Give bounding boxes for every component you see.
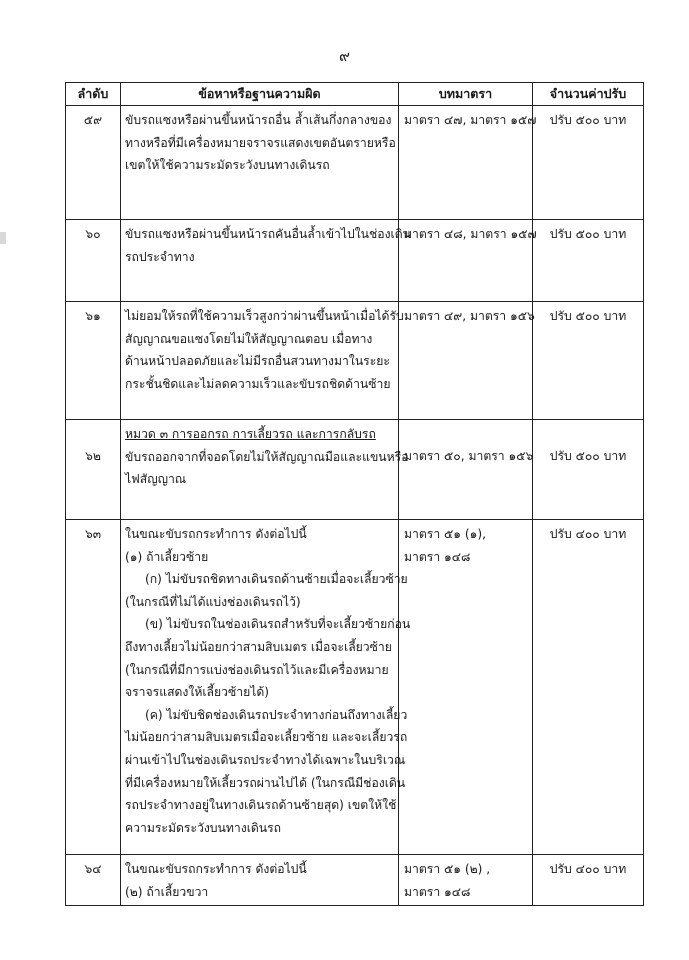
section-line: มาตรา ๕๐, มาตรา ๑๕๖	[404, 449, 534, 463]
offense-line: จราจรแสดงให้เลี้ยวซ้ายได้)	[125, 685, 270, 700]
table-row	[66, 420, 644, 520]
row-number	[66, 420, 121, 520]
offense-line: (ค) ไม่ขับชิดช่องเดินรถประจำทางก่อนถึงทางเลี้ยว	[145, 707, 408, 722]
offense-cell	[121, 220, 411, 302]
offense-line: ที่มีเครื่องหมายให้เลี้ยวรถผ่านไปได้ (ในกรณีมีช่องเดิน	[125, 775, 406, 790]
offense-line: ขับรถแซงหรือผ่านขึ้นหน้ารถอื่น ล้ำเส้นกึ่งกลางของ	[125, 113, 392, 127]
offense-cell	[121, 855, 399, 906]
offense-line: ไม่น้อยกว่าสามสิบเมตรเมื่อจะเลี้ยวซ้าย และจะเลี้ยวรถ	[125, 730, 408, 745]
header-fine: จำนวนค่าปรับ	[533, 83, 644, 106]
offense-line: สัญญาณขอแซงโดยไม่ให้สัญญาณตอบ เมื่อทาง	[125, 331, 373, 346]
section-cell	[399, 302, 533, 420]
offense-line: ขับรถออกจากที่จอดโดยไม่ให้สัญญาณมือและแขนหรือ	[125, 449, 409, 464]
fine-cell: ปรับ ๕๐๐ บาท	[533, 302, 644, 420]
section-line: มาตรา ๔๘, มาตรา ๑๕๗	[404, 227, 537, 241]
offense-cell	[121, 106, 399, 220]
fine-cell	[533, 420, 644, 520]
offense-line: ไฟสัญญาณ	[125, 472, 187, 487]
table-header-row	[66, 83, 644, 106]
section-cell	[399, 855, 533, 906]
offense-line: (ข) ไม่ขับรถในช่องเดินรถสำหรับที่จะเลี้ยวซ้ายก่อน	[145, 617, 411, 632]
row-number: ๕๙	[66, 106, 121, 220]
fine-cell: ปรับ ๕๐๐ บาท	[533, 106, 644, 220]
offense-line: กระชั้นชิดและไม่ลดความเร็วและขับรถชิดด้านซ้าย	[125, 376, 391, 391]
table-row	[66, 220, 644, 302]
chapter-heading: หมวด ๓ การออกรถ การเลี้ยวรถ และการกลับรถ	[125, 427, 376, 441]
fine-cell: ปรับ ๕๐๐ บาท	[533, 220, 644, 302]
offense-line: ความระมัดระวังบนทางเดินรถ	[125, 820, 282, 835]
row-number: ๖๐	[66, 220, 121, 302]
fines-table	[65, 82, 644, 906]
table-row	[66, 855, 644, 906]
offense-line: รถประจำทางอยู่ในทางเดินรถด้านซ้ายสุด) เขตให้ใช้	[125, 798, 397, 813]
offense-line: รถประจำทาง	[125, 249, 195, 264]
section-cell	[399, 420, 533, 520]
offense-cell	[121, 302, 404, 420]
fine-cell: ปรับ ๔๐๐ บาท	[533, 520, 644, 855]
offense-line: ถึงทางเลี้ยวไม่น้อยกว่าสามสิบเมตร เมื่อจะเลี้ยวซ้าย	[125, 639, 392, 654]
table-row	[66, 302, 644, 420]
offense-line: (ก) ไม่ขับรถชิดทางเดินรถด้านซ้ายเมื่อจะเลี้ยวซ้าย	[145, 572, 408, 587]
section-line: มาตรา ๕๑ (๒) ,	[404, 862, 491, 876]
header-offense: ข้อหาหรือฐานความผิด	[121, 83, 399, 106]
offense-line: ด้านหน้าปลอดภัยและไม่มีรถอื่นสวนทางมาในระยะ	[125, 354, 390, 369]
row-number: ๖๓	[66, 520, 121, 855]
offense-line: ไม่ยอมให้รถที่ใช้ความเร็วสูงกว่าผ่านขึ้นหน้าเมื่อได้รับ	[125, 309, 404, 323]
fine-text: ปรับ ๕๐๐ บาท	[549, 449, 627, 463]
fine-cell: ปรับ ๔๐๐ บาท	[533, 855, 644, 906]
offense-cell	[121, 520, 411, 855]
table-row	[66, 520, 644, 855]
table-row	[66, 106, 644, 220]
offense-line: (ในกรณีที่ไม่ได้แบ่งช่องเดินรถไว้)	[125, 594, 301, 609]
offense-line: (๒) ถ้าเลี้ยวขวา	[125, 884, 209, 899]
offense-line: ทางหรือที่มีเครื่องหมายจราจรแสดงเขตอันตรายหรือ	[125, 135, 396, 150]
row-number-text: ๖๒	[85, 449, 101, 463]
offense-line: ในขณะขับรถกระทำการ ดังต่อไปนี้	[125, 862, 307, 876]
section-cell	[399, 106, 537, 220]
offense-line: (ในกรณีที่มีการแบ่งช่องเดินรถไว้และมีเครื่องหมาย	[125, 662, 389, 677]
header-order: ลำดับ	[66, 83, 121, 106]
section-line: มาตรา ๔๙, มาตรา ๑๕๖	[404, 309, 535, 323]
section-line: มาตรา ๔๗, มาตรา ๑๕๗	[404, 113, 537, 127]
offense-line: เขตให้ใช้ความระมัดระวังบนทางเดินรถ	[125, 158, 330, 173]
page-edge-shadow	[0, 232, 6, 244]
offense-line: ผ่านเข้าไปในช่องเดินรถประจำทางได้เฉพาะในบริเวณ	[125, 752, 406, 767]
page-number: ๙	[339, 47, 350, 65]
section-line: มาตรา ๑๔๘	[404, 884, 471, 899]
section-line: มาตรา ๑๔๘	[404, 549, 471, 564]
offense-line: (๑) ถ้าเลี้ยวซ้าย	[125, 549, 209, 564]
section-cell	[399, 220, 537, 302]
offense-line: ขับรถแซงหรือผ่านขึ้นหน้ารถคันอื่นล้ำเข้าไปในช่องเดิน	[125, 227, 411, 241]
offense-cell	[121, 420, 409, 520]
row-number: ๖๔	[66, 855, 121, 906]
section-line: มาตรา ๕๑ (๑),	[404, 527, 487, 541]
header-section: บทมาตรา	[399, 83, 533, 106]
offense-line: ในขณะขับรถกระทำการ ดังต่อไปนี้	[125, 527, 307, 541]
section-cell	[399, 520, 533, 855]
row-number: ๖๑	[66, 302, 121, 420]
